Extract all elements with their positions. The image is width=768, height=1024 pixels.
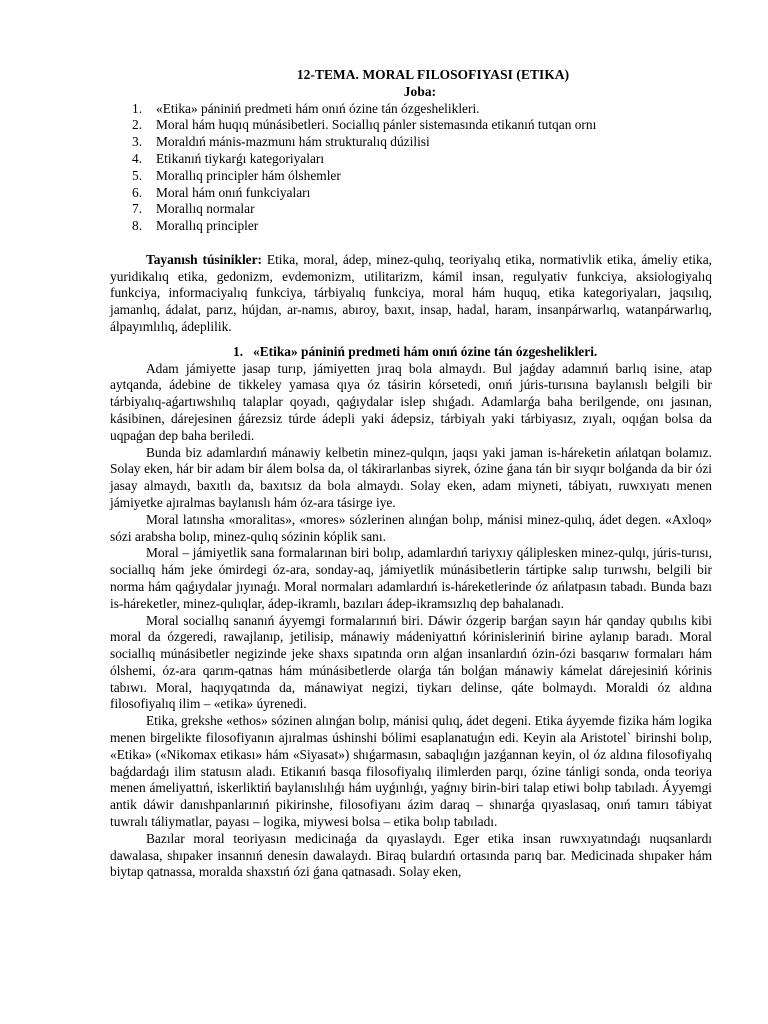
body-paragraph: Moral latınsha «moralitas», «mores» sózlerinen alınǵan bolıp, mánisi minez-qulıq, ádet degen. «Axloq» sózi arabsha bolıp, minez-qulıq sózinin kóplik sanı. bbox=[110, 511, 712, 544]
body-paragraph: Moral – jámiyetlik sana formalarınan biri bolıp, adamlardıń tariyxıy qáliplesken minez-qulqı, júris-turısı, sociallıq hám jeke ómirdegi óz-ara, sonday-aq, jámiyetlik múnásibetlerin tártipke salıp turıwshı, belgili bir norma hám qaǵıydalar jıyınaǵı. Moral normaları adamlardıń is-háreketlerinde óz ańlatpasın tabadı. Bunda bazı is-háreketler, minez-qulıqlar, ádep-ikramlı, bazıları ádep-ikramsızlıq dep bahalanadı. bbox=[110, 545, 712, 611]
section-title: «Etika» pániniń predmeti hám onıń ózine tán ózgeshelikleri. bbox=[253, 343, 598, 359]
list-number: 2. bbox=[132, 117, 143, 133]
list-text: Moral hám huqıq múnásibetleri. Sociallıq pánler sistemasında etikanıń tutqan ornı bbox=[156, 117, 597, 133]
list-item bbox=[110, 168, 712, 185]
list-text: Etikanıń tiykarǵı kategoriyaları bbox=[156, 150, 325, 166]
list-text: Morallıq normalar bbox=[156, 201, 255, 217]
body-paragraph: Moral sociallıq sananıń áyyemgi formalarınıń biri. Dáwir ózgerip barǵan sayın hár qanday qubılıs kibi moral da ózgeredi, rawajlanıp, jetilisip, mánawiy mádeniyattıń kórinisleriniń birine aylanıp baradı. Moral sociallıq múnásibetler negizinde jeke shaxs sıpatında orın alǵan insanlardıń ózin-ózi basqarıw formaları hám ólshemi, óz-ara qarım-qatnas hám múnásibetlerde olarǵa tán bolǵan mánawiy kámelat dárejesiniń kórinis tabıwı. Moral, haqıyqatında da, mánawiyat negizi, tiykarı delinse, qáte bolmaydı. Moraldi óz aldına filosofiyalıq ilim – «etika» úyrenedi. bbox=[110, 612, 712, 712]
list-number: 5. bbox=[132, 167, 143, 183]
key-terms-paragraph bbox=[110, 252, 712, 336]
list-number: 7. bbox=[132, 201, 143, 217]
list-item bbox=[110, 151, 712, 168]
body-paragraph: Bazılar moral teoriyasın medicinaǵa da qıyaslaydı. Eger etika insan ruwxıyatındaǵı nuqsanlardı dawalasa, shıpaker insannıń denesin dawalaydı. Biraq bulardıń ortasında parıq bar. Medicinada shıpaker hám biytap qatnassa, moralda shaxstıń ózi ǵana qatnasadı. Solay eken, bbox=[110, 830, 712, 880]
list-text: Moral hám onıń funkciyaları bbox=[156, 184, 311, 200]
body-paragraph: Adam jámiyette jasap turıp, jámiyetten jıraq bola almaydı. Bul jaǵday adamnıń barlıq isine, atap aytqanda, ádebine de tikkeley yamasa qıya óz tásirin kórsetedi, onıń júris-turısına baylanıslı belgili bir tárbiyalıq-aǵartıwshılıq talaplar qoyadı, qaǵıydalar islep shıǵadı. Adamlarǵa baha berilgende, onı jasınan, kásibinen, dárejesinen ǵárezsiz túrde ádepli yaki ádepsiz, tárbiyalı yaki tárbiyasız, zıyalı, oqıǵan bolsa da uqpaǵan dep baha beriledi. bbox=[110, 360, 712, 443]
list-number: 1. bbox=[132, 100, 143, 116]
plan-list bbox=[110, 101, 712, 235]
key-terms-text: Etika, moral, ádep, minez-qulıq, teoriyalıq etika, normativlik etika, ámeliy etika, yuridikalıq etika, gedonizm, evdemonizm, utilitarizm, kámil insan, regulyativ funkciya, aksiologiyalıq funkciya, informaciyalıq funkciya, tárbiyalıq funkciya, moral hám huquq, etika kategoriyaları, jaqsılıq, jamanlıq, ádalat, parız, hújdan, ar-namıs, abıroy, baxıt, insap, hadal, haram, insanpárwarlıq, watanpárwarlıq, álpayımlılıq, ádeplilik. bbox=[110, 251, 712, 334]
section-number: 1. bbox=[233, 343, 244, 359]
list-item bbox=[110, 101, 712, 118]
list-text: Morallıq principler bbox=[156, 218, 259, 234]
body-paragraph: Etika, grekshe «ethos» sózinen alınǵan bolıp, mánisi qulıq, ádet degeni. Etika áyyemde fizika hám logika menen birgelikte filosofiyanın ajıralmas úshinshi bólimi esaplanatuǵın edi. Keyin ala Aristotel` birinshi bolıp, «Etika» («Nikomax etikası» hám «Siyasat») shıǵarmasın, sabaqlıǵın jazǵannan keyin, ol óz aldına filosofiyalıq baǵdardaǵı ilim statusın aladı. Etikanıń basqa filosofiyalıq ilimlerden parqı, ózine tánligi sonda, onda teoriya menen ámeliyattıń, iskerliktiń baylanıslılıǵı hám uyǵınlıǵı, yaǵnıy birin-biri talap etiwi bolıp tabıladı. Áyyemgi antik dáwir danıshpanlarınıń pikirinshe, filosofiyanı ázim daraq – shınarǵa qıyaslasaq, onıń tamırı tábiyat tuwralı táliymatlar, payası – logika, miywesi bolsa – etika bolıp tabıladı. bbox=[110, 713, 712, 830]
document-page bbox=[110, 67, 712, 881]
plan-heading: Joba: bbox=[403, 83, 437, 99]
list-number: 6. bbox=[132, 184, 143, 200]
list-item bbox=[110, 185, 712, 202]
list-number: 8. bbox=[132, 218, 143, 234]
section-heading bbox=[110, 344, 712, 361]
list-item bbox=[110, 218, 712, 235]
list-text: Morallıq principler hám ólshemler bbox=[156, 167, 341, 183]
body-paragraph: Bunda biz adamlardıń mánawiy kelbetin minez-qulqın, jaqsı yaki jaman is-háreketin ańlatqan bolamız. Solay eken, hár bir adam bir álem bolsa da, ol tákirarlanbas siyrek, ózine ǵana tán bir sıyqır bolǵanda da bir ózi jasay almaydı, baxıtlı da, baxıtsız da bola almaydı. Solay eken, adam miyneti, tábiyatı, ruwxıyatı menen jámiyetke ajıralmas baylanıslı hám óz-ara tásirge iye. bbox=[110, 444, 712, 510]
list-number: 4. bbox=[132, 150, 143, 166]
list-text: «Etika» pániniń predmeti hám onıń ózine tán ózgeshelikleri. bbox=[156, 100, 480, 116]
list-text: Moraldıń mánis-mazmunı hám strukturalıq dúzilisi bbox=[156, 134, 430, 150]
list-number: 3. bbox=[132, 134, 143, 150]
list-item bbox=[110, 134, 712, 151]
spacer bbox=[110, 235, 712, 252]
list-item bbox=[110, 201, 712, 218]
document-title: 12-TEMA. MORAL FILOSOFIYASI (ETIKA) bbox=[296, 67, 570, 82]
key-terms-label: Tayanısh túsinikler: bbox=[146, 251, 263, 267]
list-item bbox=[110, 117, 712, 134]
